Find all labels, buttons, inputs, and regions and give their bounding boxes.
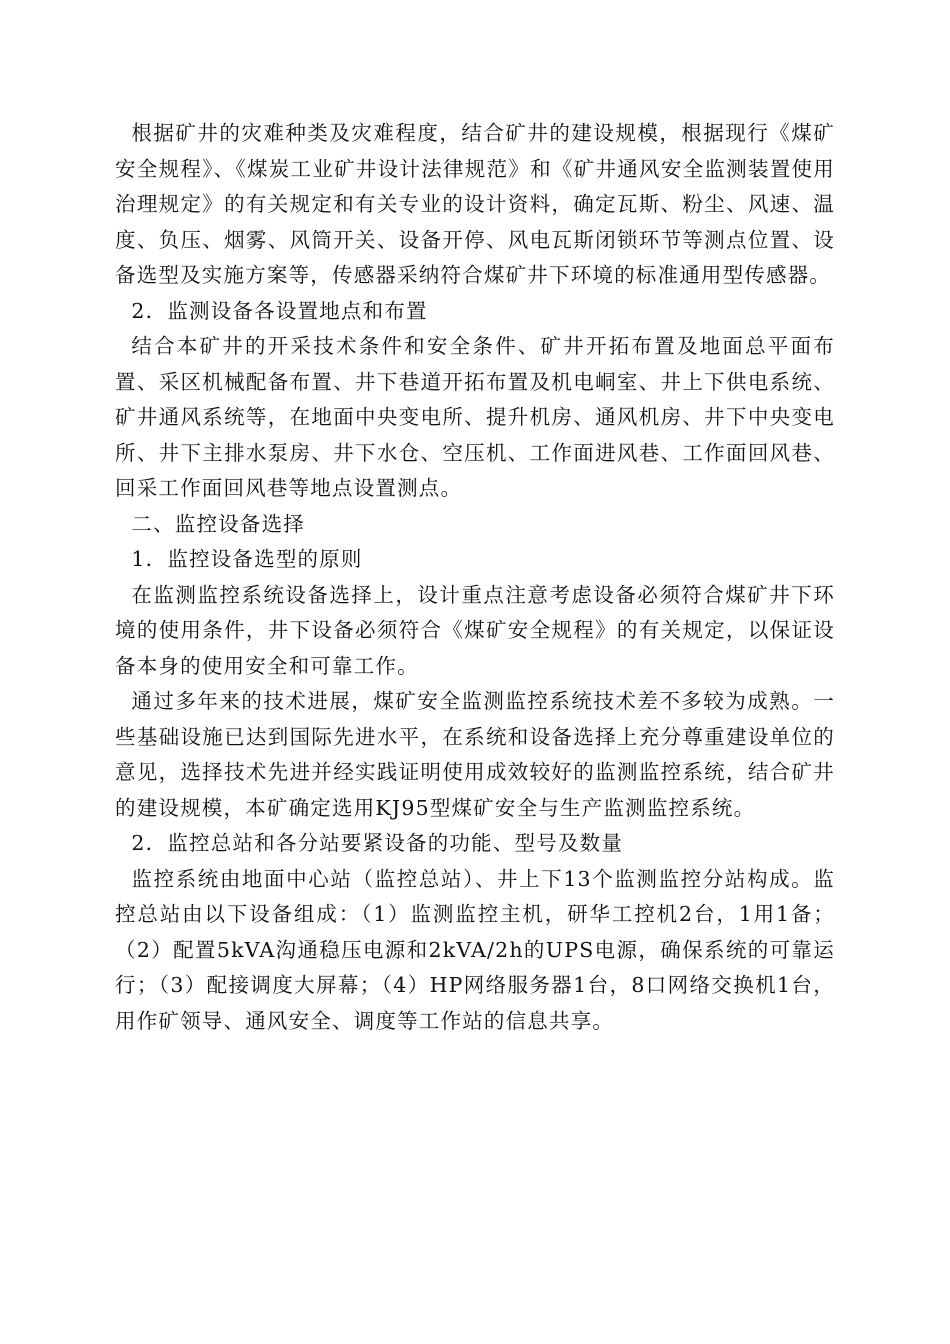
- heading-selection-principle: 1．监控设备选型的原则: [131, 547, 363, 571]
- heading-section-two: 二、监控设备选择: [131, 511, 305, 536]
- paragraph-intro: 根据矿井的灾难种类及灾难程度，结合矿井的建设规模，根据现行《煤矿安全规程》、《煤炭工业矿井设计法律规范》和《矿井通风安全监测装置使用治理规定》的有关规定和有关专业的设计资料，确定瓦斯、粉尘、风速、温度、负压、烟雾、风筒开关、设备开停、风电瓦斯闭锁环节等测点位置、设备选型及实施方案等，传感器采纳符合煤矿井下环境的标准通用型传感器。: [115, 121, 835, 287]
- heading-monitoring-layout: 2．监测设备各设置地点和布置: [131, 298, 428, 323]
- paragraph-monitoring-points: 结合本矿井的开采技术条件和安全条件、矿井开拓布置及地面总平面布置、采区机械配备布置、井下巷道开拓布置及机电峒室、井上下供电系统、矿井通风系统等，在地面中央变电所、提升机房、通风机房、井下中央变电所、井下主排水泵房、井下水仓、空压机、工作面进风巷、工作面回风巷、回采工作面回风巷等地点设置测点。: [115, 334, 835, 500]
- paragraph-system-choice: 通过多年来的技术进展，煤矿安全监测监控系统技术差不多较为成熟。一些基础设施已达到国际先进水平，在系统和设备选择上充分尊重建设单位的意见，选择技术先进并经实践证明使用成效较好的监测监控系统，结合矿井的建设规模，本矿确定选用KJ95型煤矿安全与生产监测监控系统。: [115, 689, 835, 820]
- paragraph-selection-principle: 在监测监控系统设备选择上，设计重点注意考虑设备必须符合煤矿井下环境的使用条件，井下设备必须符合《煤矿安全规程》的有关规定，以保证设备本身的使用安全和可靠工作。: [115, 582, 835, 678]
- paragraph-main-equipment: 监控系统由地面中心站（监控总站）、井上下13个监测监控分站构成。监控总站由以下设备组成：（1）监测监控主机，研华工控机2台，1用1备；（2）配置5kVA沟通稳压电源和2kVA/2h的UPS电源，确保系统的可靠运行；（3）配接调度大屏幕；（4）HP网络服务器1台，8口网络交换机1台，用作矿领导、通风安全、调度等工作站的信息共享。: [115, 866, 835, 1033]
- heading-main-equipment: 2．监控总站和各分站要紧设备的功能、型号及数量: [131, 831, 624, 855]
- document-body: [115, 116, 835, 1039]
